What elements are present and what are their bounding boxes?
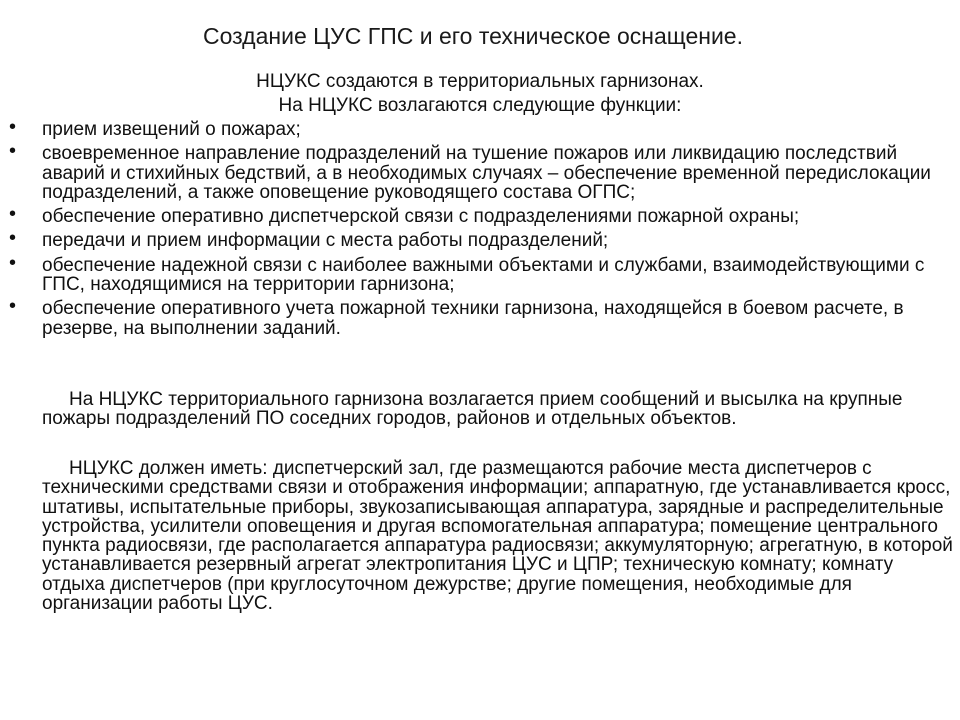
bullet-icon: • bbox=[9, 227, 17, 250]
paragraph-premises bbox=[42, 459, 954, 613]
list-item bbox=[0, 251, 960, 296]
list-item-text: своевременное направление подразделений на тушение пожаров или ликвидацию последствий аварий и стихийных бедствий, а в необходимых случаях – обеспечение временной передислокации подразделений, а также оповещение руководящего состава ОГПС; bbox=[42, 143, 931, 203]
slide-title: Создание ЦУС ГПС и его техническое оснащение. bbox=[203, 23, 743, 49]
paragraph-indent bbox=[42, 389, 69, 410]
paragraph-indent bbox=[42, 458, 69, 479]
bullet-icon: • bbox=[9, 116, 17, 138]
list-item-text: обеспечение оперативного учета пожарной техники гарнизона, находящейся в боевом расчете, в резерве, на выполнении заданий. bbox=[42, 298, 904, 339]
bullet-icon: • bbox=[9, 295, 17, 318]
paragraph-territorial-text: На НЦУКС территориального гарнизона возлагается прием сообщений и высылка на крупные пожары подразделений ПО соседних городов, районов и отдельных объектов. bbox=[42, 389, 903, 430]
list-item-text: передачи и прием информации с места работы подразделений; bbox=[42, 230, 609, 252]
functions-list bbox=[0, 116, 960, 343]
list-item-text: прием извещений о пожарах; bbox=[42, 119, 301, 140]
bullet-icon: • bbox=[9, 251, 17, 274]
bullet-icon: • bbox=[9, 140, 17, 163]
list-item bbox=[0, 203, 960, 228]
intro-line-1: НЦУКС создаются в территориальных гарнизонах. bbox=[256, 71, 704, 92]
intro-line-2: На НЦУКС возлагаются следующие функции: bbox=[278, 95, 682, 116]
list-item-text: обеспечение оперативно диспетчерской связи с подразделениями пожарной охраны; bbox=[42, 206, 800, 228]
bullet-icon: • bbox=[9, 203, 17, 226]
list-item bbox=[0, 140, 960, 203]
paragraph-territorial bbox=[42, 390, 954, 429]
paragraph-premises-text: НЦУКС должен иметь: диспетчерский зал, где размещаются рабочие места диспетчеров с техническими средствами связи и отображения информации; аппаратную, где устанавливается кросс, штативы, испытательные приборы, звукозаписывающая аппаратура, зарядные и распределительные устройства, усилители оповещения и другая вспомогательная аппаратура; помещение центрального пункта радиосвязи, где располагается аппаратура радиосвязи; аккумуляторную; агрегатную, в которой устанавливается резервный агрегат электропитания ЦУС и ЦПР; техническую комнату; комнату отдыха диспетчеров (при круглосуточном дежурстве; другие помещения, необходимые для организации работы ЦУС. bbox=[42, 458, 953, 615]
list-item bbox=[0, 295, 960, 339]
list-item-text: обеспечение надежной связи с наиболее важными объектами и службами, взаимодействующими с ГПС, находящимися на территории гарнизона; bbox=[42, 254, 925, 296]
list-item bbox=[0, 227, 960, 252]
list-item bbox=[0, 116, 960, 140]
